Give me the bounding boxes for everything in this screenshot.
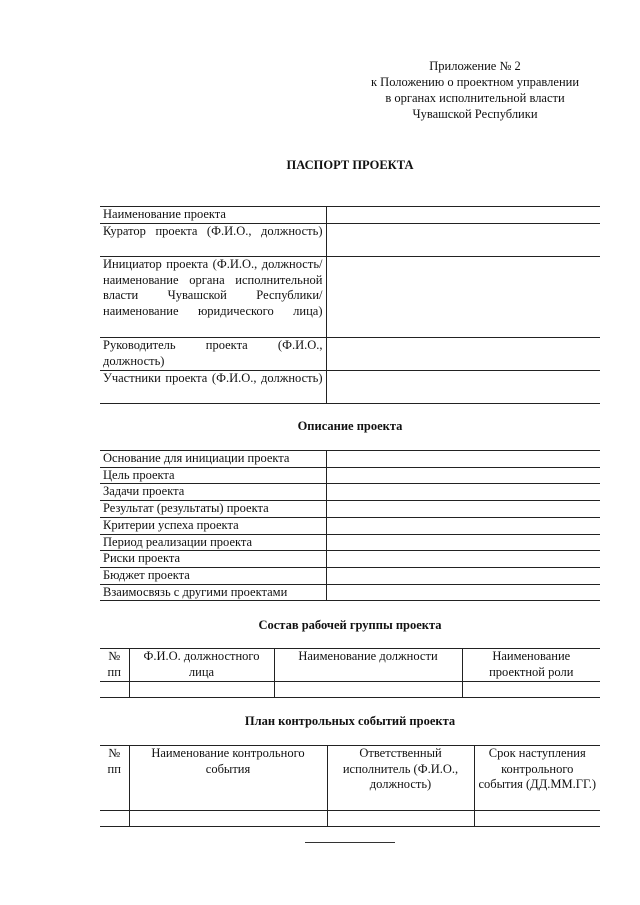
table-row [100, 567, 600, 584]
table-row [100, 584, 600, 601]
table-cell[interactable] [327, 811, 474, 827]
table-row [100, 501, 600, 518]
appendix-block [330, 58, 620, 122]
table-row [100, 256, 600, 337]
project-description-table [100, 450, 600, 601]
table-cell-value[interactable] [326, 484, 600, 501]
table-row [100, 337, 600, 370]
table-row [100, 451, 600, 468]
column-header: № пп [100, 649, 129, 682]
table-header-row [100, 746, 600, 811]
table-cell-value[interactable] [326, 551, 600, 568]
column-header: Наименование проектной роли [462, 649, 600, 682]
table-cell-label: Риски проекта [100, 551, 326, 568]
table-row [100, 207, 600, 224]
table-row [100, 370, 600, 403]
table-row [100, 811, 600, 827]
table-cell-label: Критерии успеха проекта [100, 517, 326, 534]
table-cell-value[interactable] [326, 501, 600, 518]
working-group-table [100, 648, 600, 698]
table-cell-label: Цель проекта [100, 467, 326, 484]
appendix-line: Чувашской Республики [412, 107, 538, 121]
table-cell-label: Период реализации проекта [100, 534, 326, 551]
table-cell-label: Участники проекта (Ф.И.О., должность) [100, 370, 326, 403]
table-row [100, 467, 600, 484]
appendix-line: Приложение № 2 [429, 59, 521, 73]
column-header: Ответственный исполнитель (Ф.И.О., должность) [327, 746, 474, 811]
table-row [100, 551, 600, 568]
table-cell-label: Куратор проекта (Ф.И.О., должность) [100, 223, 326, 256]
table-cell-label: Руководитель проекта (Ф.И.О., должность) [100, 337, 326, 370]
column-header: Наименование должности [274, 649, 462, 682]
section-heading-plan: План контрольных событий проекта [244, 714, 456, 728]
table-cell-value[interactable] [326, 370, 600, 403]
table-cell[interactable] [129, 811, 327, 827]
footer-divider [305, 842, 395, 843]
table-row [100, 484, 600, 501]
table-cell[interactable] [100, 811, 129, 827]
table-cell-value[interactable] [326, 337, 600, 370]
table-header-row [100, 649, 600, 682]
control-events-table [100, 745, 600, 827]
table-cell[interactable] [462, 682, 600, 698]
section-heading-working-group: Состав рабочей группы проекта [258, 618, 442, 632]
table-cell-label: Основание для инициации проекта [100, 451, 326, 468]
table-cell-label: Бюджет проекта [100, 567, 326, 584]
section-heading-description: Описание проекта [297, 419, 403, 433]
table-row [100, 682, 600, 698]
table-cell[interactable] [100, 682, 129, 698]
table-cell-value[interactable] [326, 451, 600, 468]
table-cell-label: Задачи проекта [100, 484, 326, 501]
table-cell-value[interactable] [326, 567, 600, 584]
appendix-line: к Положению о проектном управлении [370, 75, 580, 89]
table-row [100, 517, 600, 534]
table-cell-value[interactable] [326, 467, 600, 484]
column-header: Срок наступления контрольного события (ДД.ММ.ГГ.) [474, 746, 600, 811]
table-cell[interactable] [474, 811, 600, 827]
appendix-line: в органах исполнительной власти [385, 91, 565, 105]
column-header: Наименование контрольного события [129, 746, 327, 811]
column-header: Ф.И.О. должностного лица [129, 649, 274, 682]
table-cell-value[interactable] [326, 534, 600, 551]
table-cell-value[interactable] [326, 207, 600, 224]
table-cell-value[interactable] [326, 223, 600, 256]
table-cell-value[interactable] [326, 517, 600, 534]
table-row [100, 223, 600, 256]
project-info-table [100, 206, 600, 404]
table-cell-label: Результат (результаты) проекта [100, 501, 326, 518]
page-title: ПАСПОРТ ПРОЕКТА [286, 158, 414, 172]
table-cell-label: Взаимосвязь с другими проектами [100, 584, 326, 601]
column-header: № пп [100, 746, 129, 811]
table-cell[interactable] [274, 682, 462, 698]
table-cell-label: Инициатор проекта (Ф.И.О., должность/наименование органа исполнительной власти Чувашской Республики/наименование юридического лица) [100, 256, 326, 337]
table-cell-label: Наименование проекта [100, 207, 326, 224]
table-cell-value[interactable] [326, 584, 600, 601]
table-cell[interactable] [129, 682, 274, 698]
table-row [100, 534, 600, 551]
table-cell-value[interactable] [326, 256, 600, 337]
